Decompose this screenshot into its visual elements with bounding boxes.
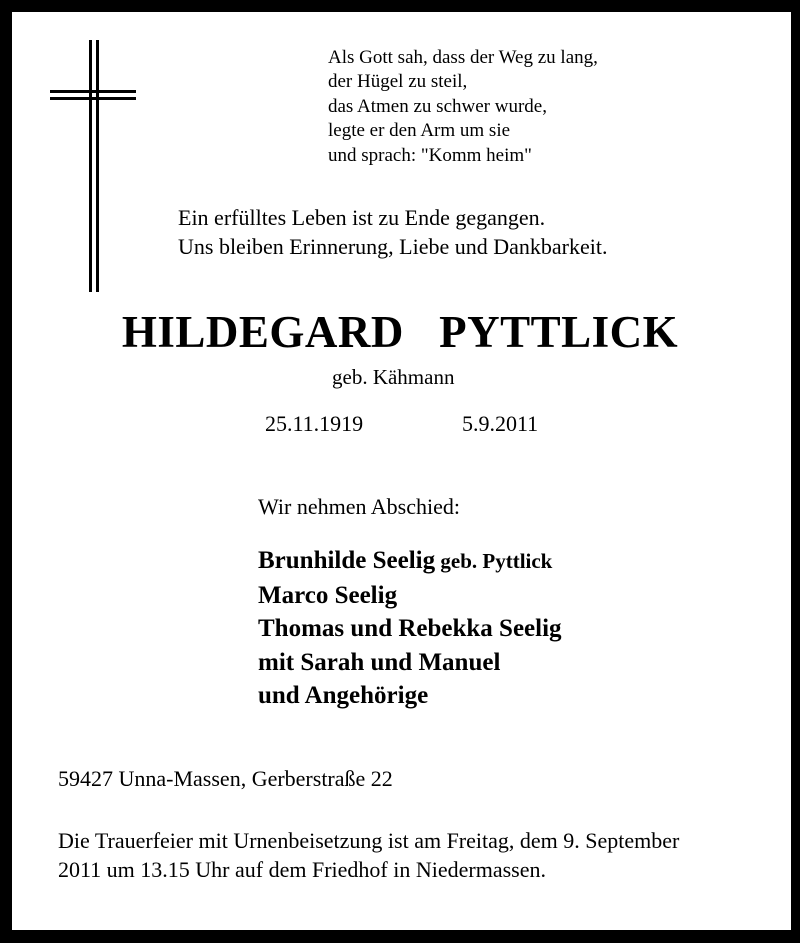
poem — [328, 46, 598, 168]
birth-name: geb. Kähmann — [332, 365, 455, 389]
intro-line: Uns bleiben Erinnerung, Liebe und Dankbarkeit. — [178, 234, 608, 259]
mourner-name: und Angehörige — [258, 682, 429, 709]
poem-line: das Atmen zu schwer wurde, — [328, 95, 547, 117]
mourner-suffix: geb. Pyttlick — [435, 549, 553, 573]
mourner-name: Brunhilde Seelig — [258, 547, 436, 574]
deceased-name: HILDEGARD PYTTLICK — [121, 307, 679, 357]
address: 59427 Unna-Massen, Gerberstraße 22 — [58, 766, 393, 791]
service-line: Die Trauerfeier mit Urnenbeisetzung ist am Freitag, dem 9. September — [58, 828, 680, 853]
birth-date: 25.11.1919 — [265, 411, 364, 436]
service-line: 2011 um 13.15 Uhr auf dem Friedhof in Niedermassen. — [58, 857, 546, 882]
mourner — [258, 679, 562, 713]
intro-text — [178, 203, 607, 261]
mourner-name: mit Sarah und Manuel — [258, 648, 501, 676]
mourner-name: Marco Seelig — [258, 581, 398, 609]
mourner — [258, 646, 562, 680]
mourner — [258, 579, 562, 613]
mourners-list — [258, 544, 562, 713]
poem-line: der Hügel zu steil, — [328, 71, 468, 93]
farewell-text: Wir nehmen Abschied: — [258, 494, 460, 519]
cross-icon — [50, 40, 138, 292]
intro-line: Ein erfülltes Leben ist zu Ende gegangen. — [178, 205, 546, 230]
death-date: 5.9.2011 — [462, 411, 539, 436]
mourner — [258, 544, 562, 579]
service-info — [58, 826, 679, 884]
poem-line: Als Gott sah, dass der Weg zu lang, — [328, 47, 598, 68]
poem-line: und sprach: "Komm heim" — [328, 144, 532, 166]
mourner-name: Thomas und Rebekka Seelig — [258, 615, 562, 642]
poem-line: legte er den Arm um sie — [328, 120, 511, 142]
mourner — [258, 612, 562, 646]
